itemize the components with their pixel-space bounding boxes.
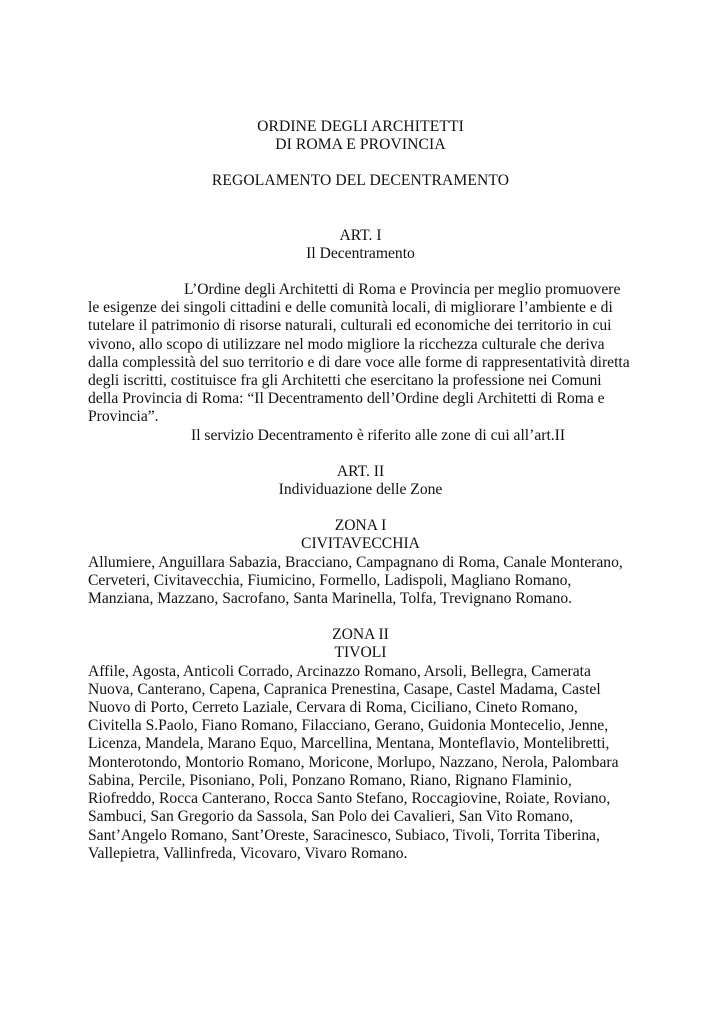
zone-2-label: ZONA II	[332, 626, 389, 644]
spacer	[88, 445, 633, 463]
org-name-line-2: DI ROMA E PROVINCIA	[275, 136, 446, 154]
zone-1-towns: Allumiere, Anguillara Sabazia, Bracciano, Campagnano di Roma, Canale Monterano, Cerveteri, Civitavecchia, Fiumicino, Formello, Ladispoli, Magliano Romano, Manziana, Mazzano, Sacrofano, Santa Marinella, Tolfa, Trevignano Romano.	[88, 553, 623, 608]
spacer	[88, 263, 633, 281]
org-name-line-1: ORDINE DEGLI ARCHITETTI	[257, 118, 464, 135]
article-1-title: Il Decentramento	[306, 244, 415, 262]
spacer	[88, 191, 633, 227]
spacer	[88, 499, 633, 517]
regulation-title: REGOLAMENTO DEL DECENTRAMENTO	[211, 172, 510, 190]
document-content	[88, 118, 633, 863]
zone-1-name: CIVITAVECCHIA	[301, 535, 420, 553]
spacer	[88, 154, 633, 172]
zone-2-name: TIVOLI	[334, 644, 387, 662]
zone-2-towns: Affile, Agosta, Anticoli Corrado, Arcinazzo Romano, Arsoli, Bellegra, Camerata Nuova, Canterano, Capena, Capranica Prenestina, Casape, Castel Madama, Castel Nuovo di Porto, Cerreto Laziale, Cervara di Roma, Ciciliano, Cineto Romano, Civitella S.Paolo, Fiano Romano, Filacciano, Gerano, Guidonia Montecelio, Jenne, Licenza, Mandela, Marano Equo, Marcellina, Mentana, Monteflavio, Montelibretti, Monterotondo, Montorio Romano, Moricone, Morlupo, Nazzano, Nerola, Palombara Sabina, Percile, Pisoniano, Poli, Ponzano Romano, Riano, Rignano Flaminio, Riofreddo, Rocca Canterano, Rocca Santo Stefano, Roccagiovine, Roiate, Roviano, Sambuci, San Gregorio da Sassola, San Polo dei Cavalieri, San Vito Romano, Sant’Angelo Romano, Sant’Oreste, Saracinesco, Subiaco, Tivoli, Torrita Tiberina, Vallepietra, Vallinfreda, Vicovaro, Vivaro Romano.	[88, 662, 619, 862]
article-2-label: ART. II	[336, 462, 385, 480]
article-1-note: Il servizio Decentramento è riferito alle zone di cui all’art.II	[191, 426, 566, 444]
article-1-label: ART. I	[339, 226, 382, 244]
article-2-title: Individuazione delle Zone	[278, 481, 443, 499]
zone-1-label: ZONA I	[334, 517, 387, 535]
article-1-body: L’Ordine degli Architetti di Roma e Provincia per meglio promuovere le esigenze dei singoli cittadini e delle comunità locali, di migliorare l’ambiente e di tutelare il patrimonio di risorse naturali, culturali ed economiche dei territorio in cui vivono, allo scopo di utilizzare nel modo migliore la ricchezza culturale che deriva dalla complessità del suo territorio e di dare voce alle forme di rappresentatività diretta degli iscritti, costituisce fra gli Architetti che esercitano la professione nei Comuni della Provincia di Roma: “Il Decentramento dell’Ordine degli Architetti di Roma e Provincia”.	[88, 281, 630, 426]
spacer	[88, 608, 633, 626]
